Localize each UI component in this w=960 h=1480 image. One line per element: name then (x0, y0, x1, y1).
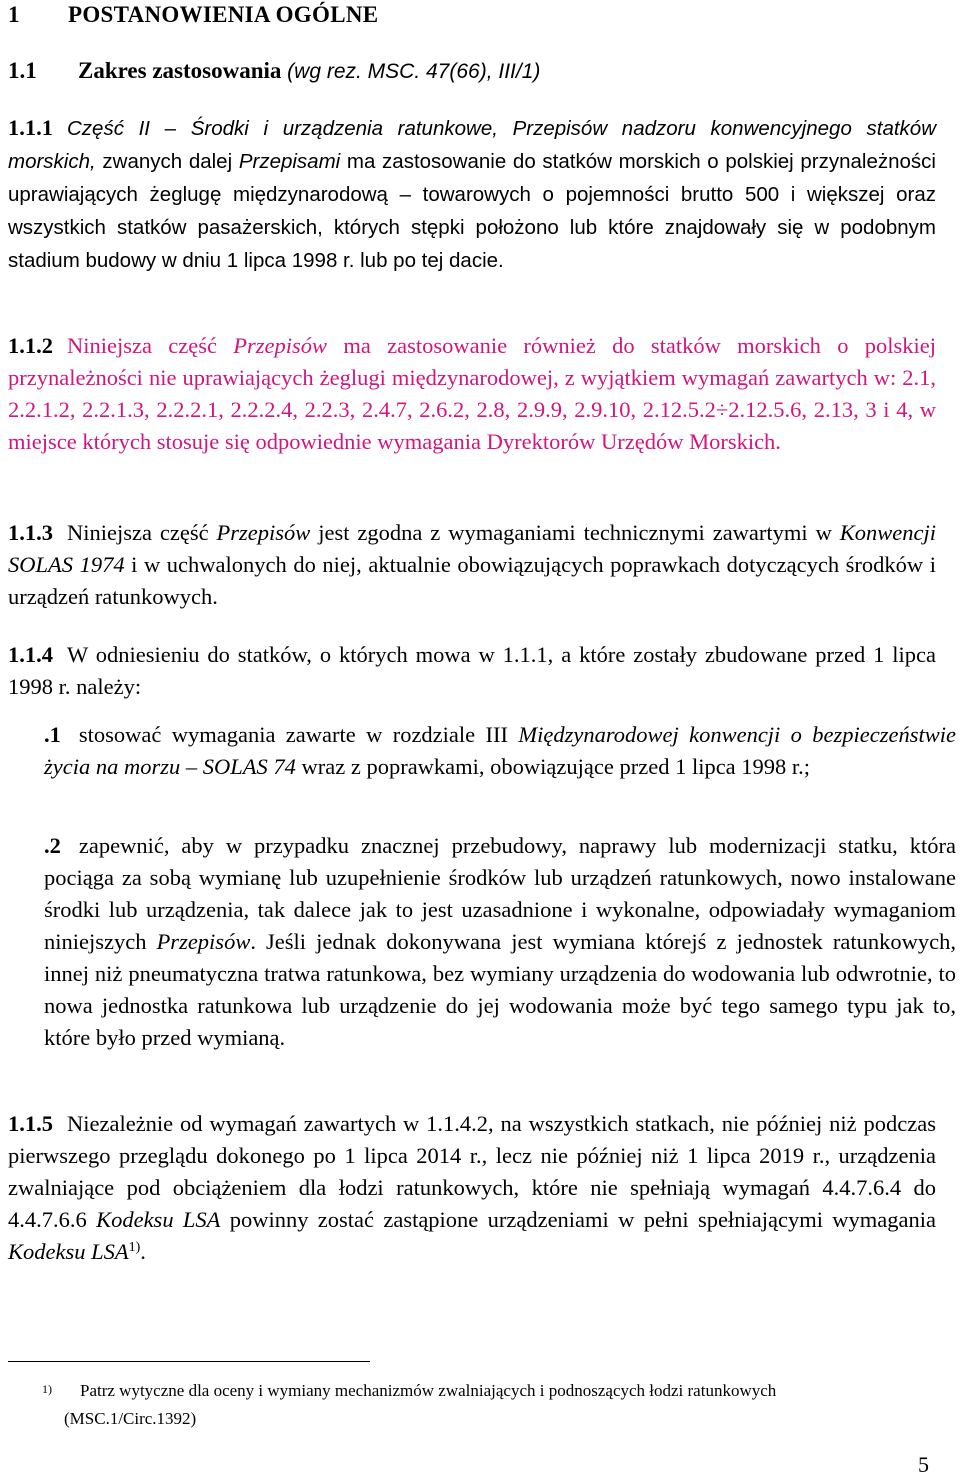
chapter-title: POSTANOWIENIA OGÓLNE (68, 2, 379, 27)
footnote-separator (8, 1361, 370, 1362)
przepisy-term: Przepisów (216, 520, 311, 545)
footnote-reference[interactable]: 1) (128, 1240, 141, 1255)
paragraph-1-1-5: 1.1.5 Niezależnie od wymagań zawartych w 1.1.4.2, na wszystkich statkach, nie później niż podczas pierwszego przeglądu dokonego po 1 lipca 2014 r., lecz nie później niż 1 lipca 2019 r., urządzenia zwalniające pod obciążeniem dla łodzi ratunkowych, które nie spełniają wymagań 4.4.7.6.4 do 4.4.7.6.6 Kodeksu LSA powinny zostać zastąpione urządzeniami w pełni spełniającymi wymagania Kodeksu LSA$^{1)}$. (8, 1111, 937, 1264)
section-heading (8, 58, 540, 84)
paragraph-number: 1.1.5 (8, 1111, 53, 1136)
przepisy-term: Przepisów (156, 929, 251, 954)
paragraph-1-1-2: 1.1.2 Niniejsza część Przepisów ma zastosowanie również do statków morskich o polskiej przynależności nie uprawiających żeglugi międzynarodowej, z wyjątkiem wymagań zawartych w: 2.1, 2.2.1.2, 2.2.1.3, 2.2.2.1, 2.2.2.4, 2.2.3, 2.4.7, 2.6.2, 2.8, 2.9.9, 2.9.10, 2.12.5.2÷2.12.5.6, 2.13, 3 i 4, w miejsce których stosuje się odpowiednie wymagania Dyrektorów Urzędów Morskich. (8, 333, 936, 454)
przepisy-term: Przepisów (233, 333, 328, 358)
paragraph-number: 1.1.1 (8, 115, 53, 140)
lsa-code-reference: Kodeksu LSA (96, 1207, 221, 1232)
footnote-mark: 1) (42, 1382, 52, 1396)
item-number: .1 (44, 722, 61, 747)
przepisy-term: Przepisami (238, 150, 341, 173)
paragraph-number: 1.1.4 (8, 642, 53, 667)
chapter-number: 1 (8, 2, 20, 27)
section-reference: (wg rez. MSC. 47(66), III/1) (287, 60, 541, 83)
section-number: 1.1 (8, 58, 37, 83)
chapter-heading (8, 2, 378, 28)
page-number: 5 (918, 1452, 929, 1477)
paragraph-1-1-1: 1.1.1 Część II – Środki i urządzenia ratunkowe, Przepisów nadzoru konwencyjnego statków morskich, zwanych dalej Przepisami ma zastosowanie do statków morskich o polskiej przynależności uprawiających żeglugę międzynarodową – towarowych o pojemności brutto 500 i większej oraz wszystkich statków pasażerskich, których stępki położono lub które znajdowały się w podobnym stadium budowy w dniu 1 lipca 1998 r. lub po tej dacie. (8, 115, 936, 272)
paragraph-number: 1.1.3 (8, 520, 53, 545)
paragraph-1-1-4: 1.1.4 W odniesieniu do statków, o których mowa w 1.1.1, a które zostały zbudowane przed 1 lipca 1998 r. należy: (8, 642, 936, 699)
convention-title: Międzynarodowej konwencji o bezpieczeństwie życia na morzu – SOLAS 74 (44, 722, 956, 779)
paragraph-number: 1.1.2 (8, 333, 53, 358)
list-item-2: .2 zapewnić, aby w przypadku znacznej przebudowy, naprawy lub modernizacji statku, która pociąga za sobą wymianę lub uzupełnienie środków lub urządzeń ratunkowych, nowo instalowane środki lub urządzenia, tak dalece jak to jest uzasadnione i wykonalne, odpowiadały wymaganiom niniejszych Przepisów. Jeśli jednak dokonywana jest wymiana którejś z jednostek ratunkowych, innej niż pneumatyczna tratwa ratunkowa, bez wymiany urządzenia do wodowania lub odwrotnie, to nowa jednostka ratunkowa lub urządzenie do jej wodowania może być tego samego typu jak to, które było przed wymianą. (44, 833, 956, 1050)
footnote-text: Patrz wytyczne dla oceny i wymiany mechanizmów zwalniających i podnoszących łodzi ratunkowych (80, 1381, 777, 1400)
item-number: .2 (44, 833, 61, 858)
part-title: Część II – Środki i urządzenia ratunkowe, Przepisów nadzoru konwencyjnego statków morskich, (8, 117, 936, 173)
section-title: Zakres zastosowania (78, 58, 282, 83)
solas-reference: Konwencji SOLAS 1974 (8, 520, 937, 577)
paragraph-1-1-3: 1.1.3 Niniejsza część Przepisów jest zgodna z wymaganiami technicznymi zawartymi w Konwencji SOLAS 1974 i w uchwalonych do niej, aktualnie obowiązujących poprawkach dotyczących środków i urządzeń ratunkowych. (8, 520, 937, 609)
footnote-reference-code: (MSC.1/Circ.1392) (64, 1409, 197, 1428)
lsa-code-reference: Kodeksu LSA (8, 1239, 129, 1264)
list-item-1: .1 stosować wymagania zawarte w rozdziale III Międzynarodowej konwencji o bezpieczeństwie życia na morzu – SOLAS 74 wraz z poprawkami, obowiązujące przed 1 lipca 1998 r.; (44, 722, 956, 779)
